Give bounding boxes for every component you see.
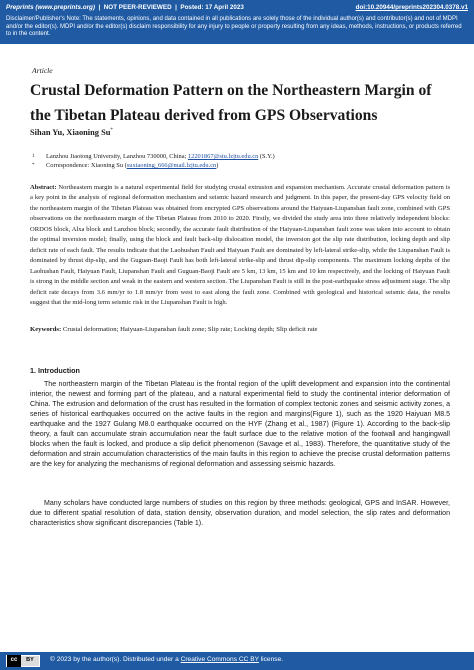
cc-icon: cc (7, 655, 21, 667)
posted-date: Posted: 17 April 2023 (180, 4, 244, 11)
header-left (6, 4, 244, 11)
copyright-notice (50, 656, 283, 663)
email-link[interactable]: suxiaoning_666@mail.lzjtu.edu.cn (126, 162, 217, 169)
source-label: Preprints (www.preprints.org) (6, 4, 95, 11)
article-type-label: Article (32, 66, 53, 75)
affiliation-1 (32, 153, 452, 161)
affiliation-suffix: (S.Y.) (258, 153, 275, 160)
corresponding-mark: * (110, 128, 113, 134)
abstract-label: Abstract: (30, 184, 57, 191)
paragraph-text: Many scholars have conducted large numbers of studies on this region by three methods: geological, GPS and InSAR. However, due to different spatial resolution of data, station density, observation duration, and model selection, the slip rates and deformation characteristics show significant discrepancies (Table 1). (30, 500, 450, 527)
cc-by-badge-icon[interactable] (6, 655, 40, 667)
publisher-disclaimer: Disclaimer/Publisher's Note: The statements, opinions, and data contained in all publications are solely those of the individual author(s) and contributor(s) and not of MDPI and/or the editor(s). MDPI and/or the editor(s) disclaim responsibility for any injury to people or property resulting from any ideas, methods, instructions, or products referred to in the content. (6, 16, 462, 38)
email-link[interactable]: 12201867@stu.lzjtu.edu.cn (187, 153, 259, 160)
keywords-label: Keywords: (30, 326, 62, 333)
header-info-row (6, 4, 468, 14)
affiliation-correspondence: * Correspondence: Xiaoning Su (suxiaoning_666@mail.lzjtu.edu.cn) (32, 162, 219, 169)
copyright-text: © 2023 by the author(s). Distributed under a (50, 656, 181, 663)
body-paragraph (30, 499, 450, 529)
section-heading-introduction: 1. Introduction (30, 366, 80, 375)
license-link[interactable]: Creative Commons CC BY (180, 656, 259, 663)
affiliation-text: Correspondence: Xiaoning Su (46, 162, 124, 169)
article-title: Crustal Deformation Pattern on the Northeastern Margin of the Tibetan Plateau derived from GPS Observations (30, 82, 432, 124)
keywords-text: Crustal deformation; Haiyuan-Liupanshan fault zone; Slip rate; Locking depth; Slip deficit rate (61, 326, 318, 333)
license-suffix: license. (258, 656, 284, 663)
by-icon: BY (26, 657, 34, 663)
keywords (30, 326, 450, 333)
author-list (30, 128, 113, 137)
abstract-text: Northeastern margin is a natural experimental field for studying crustal extrusion and expansion mechanism. Accurate crustal deformation pattern is a key point in the analysis of regional deformation mechanism and seismic hazard research and judgment. In this paper, the present-day GPS velocity field on the northeastern margin of the Tibetan Plateau was obtained from encrypted GPS observations around the Haiyuan-Liupanshan fault zone, combined with GPS observations on the northeastern margin of the Tibetan Plateau from 2010 to 2020. Firstly, we divided the study area into three relatively independent blocks: ORDOS block, Alxa block and Lanzhou block; secondly, the accurate fault distribution of the Haiyuan-Liupanshan fault zone was taken into account to obtain the optimal inversion model; finally, using the block and fault back-slip dislocation model, the inversion got the slip rate distribution, locking depth and slip deficit rate of each fault. The results indicate that the Laohushan Fault and Haiyuan Fault are dominated by left-lateral strike-slip, while the Liupanshan Fault is dominated by thrust dip-slip, and the Guguan-Baoji Fault has both left-lateral strike-slip and thrust dip-slip components. The maximum locking depths of the Laohushan Fault, Haiyuan Fault, Liupanshan Fault and Guguan-Baoji Fault are 5 km, 13 km, 15 km and 10 km respectively, and the locking of Haiyuan Fault is strong in the middle section and weak in the eastern and western section. The Liupanshan Fault is still in the post-earthquake stress adjustment stage. The slip deficit rate decays from 3.6 mm/yr to 1.8 mm/yr from west to east along the fault zone. Combined with geological and historical seismic data, the results suggest that the mid-long term seismic risk in the Liupanshan Fault is high. (30, 184, 450, 306)
separator: | (175, 4, 177, 11)
body-paragraph (30, 380, 450, 470)
preprint-header-bar (0, 0, 474, 44)
header-right (356, 4, 468, 11)
author-names: Sihan Yu, Xiaoning Su (30, 128, 111, 137)
separator: | (98, 4, 101, 11)
affiliation-mark: 1 (32, 154, 35, 159)
paragraph-text: The northeastern margin of the Tibetan Plateau is the frontal region of the uplift development and expansion into the continental interior, the newest and forming part of the plateau, and a natural experimental field to study the continental interior deformation of China. The extrusion and deformation of the crust has resulted in the formation of complex tectonic zones and seismic activity zones, a series of historical earthquakes occurred on the active faults in the region and margins(Figure 1), such as the 1920 Haiyuan M8.5 earthquake and the 1927 Gulang M8.0 earthquake occurred on the HYF (Zhang et al., 1987) (Figure 1). According to the back-slip theory, a fault can accumulate strain accumulation near the fault surface due to the relative motion of the footwall and hangingwall blocks when the fault is locked, and produce a slip deficit phenomenon (Savage et al., 1983). Therefore, the quantitative study of the deformation and strain accumulation characteristics of the main faults in this region to achieve the precise crustal deformation patterns are the key for analyzing the mechanisms of regional deformation and assessing seismic hazards. (30, 381, 450, 468)
doi-link[interactable]: doi:10.20944/preprints202304.0378.v1 (355, 4, 468, 11)
license-footer-bar (0, 652, 474, 670)
affiliation-mark: * (32, 163, 35, 168)
affiliation-text: Lanzhou Jiaotong University, Lanzhou 730000, China; (46, 153, 187, 160)
abstract (30, 183, 450, 308)
review-status: NOT PEER-REVIEWED (103, 4, 172, 11)
